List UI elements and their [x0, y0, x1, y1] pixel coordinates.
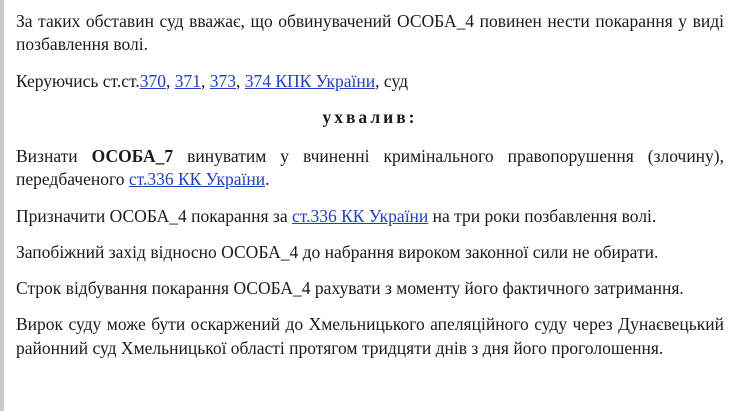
text-run: Вирок суду може бути оскаржений до Хмельницького апеляційного суду через Дунаєвецький районний суд Хмельницької області протягом тридцяти днів з дня його проголошення. — [16, 314, 724, 358]
text-run: Строк відбування покарання ОСОБА_4 рахувати з моменту його фактичного затримання. — [16, 278, 684, 299]
text-run: Визнати — [16, 146, 92, 167]
text-run: Керуючись ст.ст. — [16, 70, 140, 91]
text-run: . — [265, 169, 270, 190]
text-run: Запобіжний захід відносно ОСОБА_4 до набрання вироком законної сили не обирати. — [16, 241, 659, 262]
text-run: на три роки позбавлення волі. — [428, 205, 657, 226]
paragraph-guided-by — [16, 70, 724, 93]
legal-reference-link[interactable]: 373 — [209, 70, 236, 91]
legal-reference-link[interactable]: 370 — [139, 70, 166, 91]
legal-reference-link[interactable]: ст.336 КК України — [128, 169, 266, 190]
left-margin-rule — [0, 0, 4, 411]
text-run: За таких обставин суд вважає, що обвинувачений ОСОБА_4 повинен нести покарання у виді позбавлення волі. — [16, 11, 724, 55]
legal-reference-link[interactable]: 374 КПК України — [244, 70, 376, 91]
text-run: ухвалив: — [322, 106, 418, 127]
text-run: , — [200, 70, 210, 91]
paragraph-sentence — [16, 205, 724, 228]
paragraph-circumstances — [16, 10, 724, 57]
text-run: винуватим у вчиненні кримінального правопорушення (злочину), передбаченого — [16, 146, 725, 190]
defendant-name: ОСОБА_7 — [91, 146, 174, 167]
legal-reference-link[interactable]: ст.336 КК України — [292, 205, 429, 226]
text-run: Призначити ОСОБА_4 покарання за — [16, 205, 292, 226]
paragraph-verdict-guilty — [16, 145, 724, 192]
ruling-heading — [16, 106, 724, 129]
document-body — [16, 10, 724, 360]
text-run: , суд — [375, 70, 408, 91]
text-run: , — [165, 70, 175, 91]
paragraph-term-calculation — [16, 277, 724, 300]
text-run: , — [235, 70, 245, 91]
legal-reference-link[interactable]: 371 — [174, 70, 201, 91]
paragraph-preventive-measure — [16, 241, 724, 264]
paragraph-appeal — [16, 313, 724, 360]
